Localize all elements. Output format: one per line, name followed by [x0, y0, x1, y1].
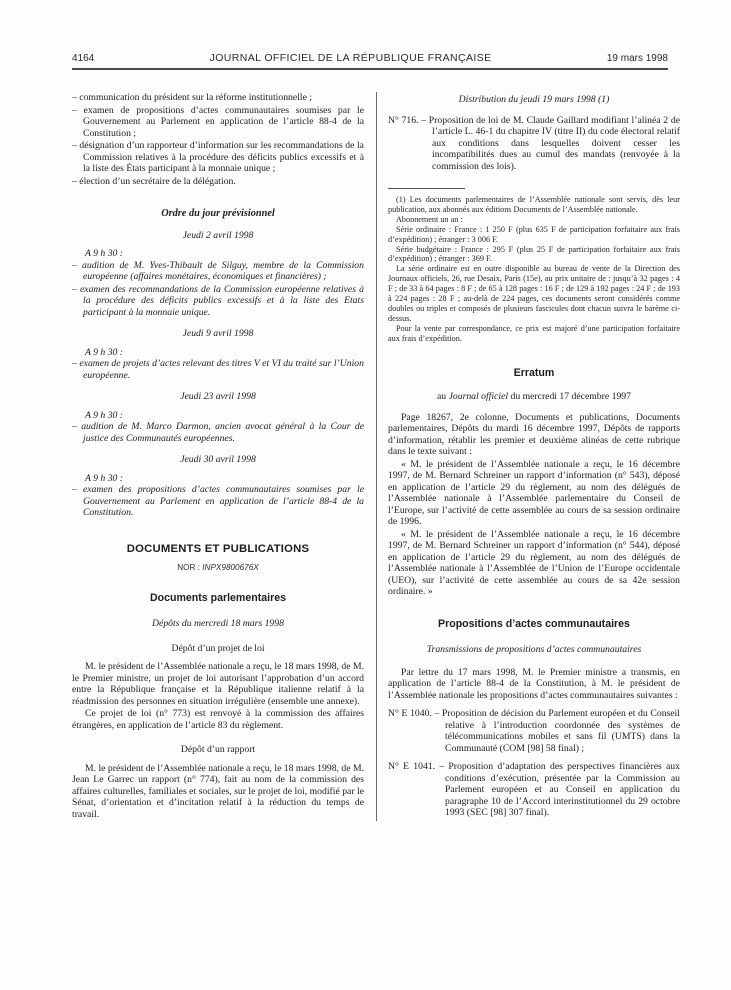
footnote-paragraph: Série ordinaire : France : 1 250 F (plus 635 F de participation forfaitaire aux frais d’expédition) ; étranger : 3 006 F.	[388, 224, 680, 244]
session-time: A 9 h 30 :	[85, 472, 124, 484]
paragraph: Par lettre du 17 mars 1998, M. le Premier ministre a transmis, en application de l’article 88-4 de la Constitution, à M. le président de l’Assemblée nationale les propositions d’actes communautaires suivantes :	[388, 666, 680, 701]
erratum-subtitle-prefix: au	[437, 391, 449, 403]
paragraph: Ce projet de loi (n° 773) est renvoyé à la commission des affaires étrangères, en application de l’article 83 du règlement.	[72, 708, 364, 731]
left-column	[72, 92, 364, 821]
paragraph: Page 18267, 2e colonne, Documents et publications, Documents parlementaires, Dépôts du mardi 16 décembre 1997, Dépôts de rapports d’information, rétablir les premier et deuxième alinéas de cette rubrique dans le texte suivant :	[388, 411, 680, 458]
session-item: – examen des recommandations de la Commission européenne relatives à la procédure des déficits publics excessifs et à la liste des Etats participant à la monnaie unique.	[72, 283, 364, 318]
deposits-date-line: Dépôts du mercredi 18 mars 1998	[152, 618, 284, 629]
heading-depot-projet-loi: Dépôt d’un projet de loi	[171, 642, 265, 654]
distribution-title: Distribution du jeudi 19 mars 1998 (1)	[458, 94, 610, 105]
header-rule	[72, 68, 668, 70]
header-date: 19 mars 1998	[606, 53, 668, 64]
session-item: – audition de M. Yves-Thibault de Silguy, membre de la Commission européenne (affaires monétaires, économiques et financières) ;	[72, 259, 364, 282]
session-time: A 9 h 30 :	[85, 248, 124, 259]
session-time: A 9 h 30 :	[85, 409, 124, 421]
paragraph: M. le président de l’Assemblée nationale a reçu, le 18 mars 1998, de M. Jean Le Garrec un rapport (n° 774), fait au nom de la commission des affaires culturelles, familiales et sociales, sur le projet de loi, modifié par le Sénat, d’orientation et d’incitation relatif à la réduction du temps de travail.	[72, 762, 364, 820]
agenda-item: – examen de propositions d’actes communautaires soumises par le Gouvernement au Parlement en application de l’article 88-4 de la Constitution ;	[72, 104, 364, 139]
section-heading-erratum: Erratum	[513, 366, 555, 379]
section-heading-documents-publications: DOCUMENTS ET PUBLICATIONS	[126, 542, 310, 555]
session-date: Jeudi 2 avril 1998	[182, 229, 254, 241]
session-time: A 9 h 30 :	[85, 346, 124, 358]
footnote-paragraph: (1) Les documents parlementaires de l’Assemblée nationale sont servis, dès leur publication, aux abonnés aux éditions Documents de l’Assemblée nationale.	[388, 195, 680, 214]
agenda-item: – désignation d’un rapporteur d’information sur les recommandations de la Commission relatives à la procédure des déficits publics excessifs et à la liste des États participant à la monnaie unique ;	[72, 140, 364, 174]
nor-code: INPX9800676X	[202, 563, 259, 572]
journal-title: JOURNAL OFFICIEL DE LA RÉPUBLIQUE FRANÇAISE	[209, 52, 492, 64]
session-date: Jeudi 30 avril 1998	[180, 454, 256, 465]
footnote-rule	[388, 188, 465, 189]
paragraph: « M. le président de l’Assemblée nationale a reçu, le 16 décembre 1997, de M. Bernard Schreiner un rapport d’information (n° 544), déposé en application de l’article 29 du règlement, au nom des délégués de l’Assemblée nationale à l’Assemblée de l’Union de l’Europe occidentale (UEO), sur l’activité de cette assemblée au cours de sa 42e session ordinaire. »	[388, 528, 680, 598]
footnote-paragraph: Abonnement un an :	[396, 214, 463, 224]
paragraph: « M. le président de l’Assemblée nationale a reçu, le 16 décembre 1997, de M. Bernard Schreiner un rapport d’information (n° 543), déposé en application de l’article 29 du règlement, au nom des délégués de l’Assemblée nationale à l’Assemblée parlementaire du Conseil de l’Europe, sur l’activité de cette assemblée au cours de sa session ordinaire de 1996.	[388, 458, 680, 528]
agenda-item: – élection d’un secrétaire de la délégation.	[72, 175, 236, 187]
erratum-subtitle-italic: Journal officiel	[448, 391, 509, 403]
proposition-entry: N° E 1040. – Proposition de décision du Parlement européen et du Conseil relative à l’introduction coordonnée des systèmes de télécommunications mobiles et sans fil (UMTS) dans la Communauté (COM [98] 58 final) ;	[388, 708, 680, 754]
two-column-layout	[72, 92, 680, 821]
session-item: – examen de projets d’actes relevant des titres V et VI du traité sur l’Union européenne.	[72, 358, 364, 381]
erratum-subtitle	[388, 391, 680, 403]
page-header	[72, 52, 668, 64]
section-heading-ordre-du-jour: Ordre du jour prévisionnel	[161, 208, 275, 219]
column-divider	[376, 92, 377, 821]
session-item: – audition de M. Marco Darmon, ancien avocat général à la Cour de justice des Communautés européennes.	[72, 421, 364, 444]
session-date: Jeudi 9 avril 1998	[182, 328, 254, 339]
heading-depot-rapport: Dépôt d’un rapport	[180, 744, 256, 755]
session-date: Jeudi 23 avril 1998	[180, 391, 256, 402]
erratum-subtitle-suffix: du mercredi 17 décembre 1997	[508, 391, 631, 403]
right-column	[388, 92, 680, 821]
nor-label: NOR :	[177, 563, 200, 572]
subsection-heading-documents-parlementaires: Documents parlementaires	[149, 591, 286, 604]
footnote-paragraph: Pour la vente par correspondance, ce prix est majoré d’une participation forfaitaire aux frais d’expédition.	[388, 323, 680, 343]
proposition-entry: N° E 1041. – Proposition d’adaptation des perspectives financières aux conditions d’exécution, présentée par la Commission au Parlement européen et au Conseil en application du paragraphe 10 de l’Accord interinstitutionnel du 29 octobre 1993 (SEC [98] 307 final).	[388, 761, 680, 819]
session-item: – examen des propositions d’actes communautaires soumises par le Gouvernement au Parlement en application de l’article 88-4 de la Constitution.	[72, 484, 364, 518]
nor-line	[72, 562, 364, 574]
footnote-paragraph: Série budgétaire : France : 295 F (plus 25 F de participation forfaitaire aux frais d’expédition) ; étranger : 369 F.	[388, 244, 680, 264]
paragraph: M. le président de l’Assemblée nationale a reçu, le 18 mars 1998, de M. le Premier ministre, un projet de loi autorisant l’approbation d’un accord entre la République française et la République italienne relatif à la réadmission des personnes en situation irrégulière (ensemble une annexe).	[72, 661, 364, 707]
propositions-subtitle: Transmissions de propositions d’actes communautaires	[426, 644, 642, 656]
distribution-entry: N° 716. – Proposition de loi de M. Claude Gaillard modifiant l’alinéa 2 de l’article L. 46-1 du chapitre IV (titre II) du code électoral relatif aux conditions dans lesquelles doivent cesser les incompatibilités dues au cumul des mandats (renvoyée à la commission des lois).	[388, 114, 680, 172]
section-heading-propositions: Propositions d’actes communautaires	[438, 617, 630, 630]
agenda-item: – communication du président sur la réforme institutionnelle ;	[72, 92, 312, 103]
footnote-paragraph: La série ordinaire est en outre disponible au bureau de vente de la Direction des Journaux officiels, 26, rue Desaix, Paris (15e), au prix unitaire de : jusqu’à 32 pages : 4 F ; de 33 à 64 pages : 8 F ; de 65 à 128 pages : 16 F ; de 129 à 192 pages : 24 F ; de 193 à 224 pages : 28 F ; au-delà de 224 pages, ces documents seront considérés comme doubles ou triples et composés de plusieurs fascicules dont chacun suivra le barème ci-dessus.	[388, 264, 680, 323]
page-number: 4164	[72, 53, 95, 64]
footnote-block	[388, 195, 680, 344]
